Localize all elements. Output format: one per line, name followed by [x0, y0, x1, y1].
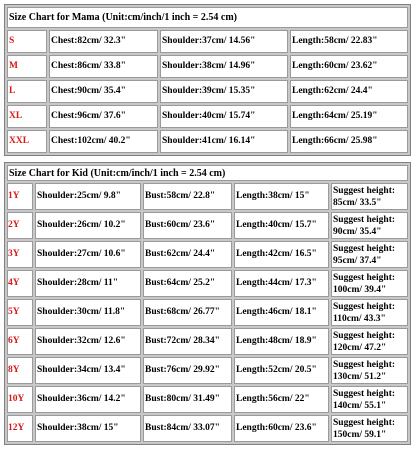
mama-size-table — [4, 4, 411, 156]
suggest-height-cell — [331, 299, 408, 326]
suggest-height-value: 130cm/ 51.2" — [333, 371, 387, 382]
suggest-height-label: Suggest height: — [333, 214, 396, 225]
size-label: 12Y — [7, 415, 33, 442]
length-cell: Length:46cm/ 18.1" — [234, 299, 329, 326]
shoulder-cell: Shoulder:27cm/ 10.6" — [35, 241, 141, 268]
length-cell: Length:48cm/ 18.9" — [234, 328, 329, 355]
table-row — [7, 30, 408, 53]
suggest-height-label: Suggest height: — [333, 388, 396, 399]
shoulder-cell: Shoulder:40cm/ 15.74" — [160, 105, 288, 128]
table-row — [7, 386, 408, 413]
table-row — [7, 357, 408, 384]
table-row — [7, 105, 408, 128]
suggest-height-cell — [331, 270, 408, 297]
size-label: 5Y — [7, 299, 33, 326]
size-label: S — [7, 30, 47, 53]
length-cell: Length:62cm/ 24.4" — [290, 80, 408, 103]
bust-cell: Bust:60cm/ 23.6" — [143, 212, 232, 239]
suggest-height-cell — [331, 328, 408, 355]
shoulder-cell: Shoulder:41cm/ 16.14" — [160, 130, 288, 153]
chest-cell: Chest:82cm/ 32.3" — [49, 30, 158, 53]
kid-title-row — [7, 165, 408, 181]
suggest-height-cell — [331, 357, 408, 384]
suggest-height-value: 95cm/ 37.4" — [333, 255, 382, 266]
size-label: 8Y — [7, 357, 33, 384]
table-row — [7, 130, 408, 153]
suggest-height-value: 90cm/ 35.4" — [333, 226, 382, 237]
mama-title-row — [7, 7, 408, 28]
size-label: 6Y — [7, 328, 33, 355]
length-cell: Length:64cm/ 25.19" — [290, 105, 408, 128]
suggest-height-label: Suggest height: — [333, 359, 396, 370]
length-cell: Length:58cm/ 22.83" — [290, 30, 408, 53]
shoulder-cell: Shoulder:30cm/ 11.8" — [35, 299, 141, 326]
table-row — [7, 328, 408, 355]
suggest-height-label: Suggest height: — [333, 185, 396, 196]
suggest-height-label: Suggest height: — [333, 330, 396, 341]
suggest-height-cell — [331, 415, 408, 442]
length-cell: Length:52cm/ 20.5" — [234, 357, 329, 384]
bust-cell: Bust:84cm/ 33.07" — [143, 415, 232, 442]
table-row — [7, 270, 408, 297]
kid-table-title: Size Chart for Kid (Unit:cm/inch/1 inch = 2.54 cm) — [7, 165, 408, 181]
shoulder-cell: Shoulder:32cm/ 12.6" — [35, 328, 141, 355]
table-row — [7, 55, 408, 78]
suggest-height-value: 85cm/ 33.5" — [333, 197, 382, 208]
shoulder-cell: Shoulder:39cm/ 15.35" — [160, 80, 288, 103]
table-row — [7, 415, 408, 442]
size-label: 3Y — [7, 241, 33, 268]
suggest-height-value: 100cm/ 39.4" — [333, 284, 387, 295]
table-row — [7, 183, 408, 210]
suggest-height-cell — [331, 212, 408, 239]
bust-cell: Bust:80cm/ 31.49" — [143, 386, 232, 413]
size-label: 10Y — [7, 386, 33, 413]
size-label: L — [7, 80, 47, 103]
length-cell: Length:40cm/ 15.7" — [234, 212, 329, 239]
size-chart-sheet — [4, 4, 411, 453]
shoulder-cell: Shoulder:25cm/ 9.8" — [35, 183, 141, 210]
suggest-height-label: Suggest height: — [333, 301, 396, 312]
table-row — [7, 241, 408, 268]
chest-cell: Chest:102cm/ 40.2" — [49, 130, 158, 153]
bust-cell: Bust:64cm/ 25.2" — [143, 270, 232, 297]
shoulder-cell: Shoulder:34cm/ 13.4" — [35, 357, 141, 384]
shoulder-cell: Shoulder:26cm/ 10.2" — [35, 212, 141, 239]
table-row — [7, 212, 408, 239]
length-cell: Length:44cm/ 17.3" — [234, 270, 329, 297]
suggest-height-cell — [331, 183, 408, 210]
table-row — [7, 299, 408, 326]
bust-cell: Bust:62cm/ 24.4" — [143, 241, 232, 268]
chest-cell: Chest:90cm/ 35.4" — [49, 80, 158, 103]
size-label: 4Y — [7, 270, 33, 297]
suggest-height-value: 120cm/ 47.2" — [333, 342, 387, 353]
chest-cell: Chest:96cm/ 37.6" — [49, 105, 158, 128]
size-label: 2Y — [7, 212, 33, 239]
size-label: M — [7, 55, 47, 78]
table-row — [7, 80, 408, 103]
shoulder-cell: Shoulder:38cm/ 14.96" — [160, 55, 288, 78]
bust-cell: Bust:58cm/ 22.8" — [143, 183, 232, 210]
length-cell: Length:56cm/ 22" — [234, 386, 329, 413]
size-label: XL — [7, 105, 47, 128]
suggest-height-value: 110cm/ 43.3" — [333, 313, 386, 324]
chest-cell: Chest:86cm/ 33.8" — [49, 55, 158, 78]
bust-cell: Bust:72cm/ 28.34" — [143, 328, 232, 355]
length-cell: Length:66cm/ 25.98" — [290, 130, 408, 153]
suggest-height-cell — [331, 386, 408, 413]
size-label: 1Y — [7, 183, 33, 210]
length-cell: Length:60cm/ 23.6" — [234, 415, 329, 442]
bust-cell: Bust:68cm/ 26.77" — [143, 299, 232, 326]
suggest-height-label: Suggest height: — [333, 417, 396, 428]
bust-cell: Bust:76cm/ 29.92" — [143, 357, 232, 384]
shoulder-cell: Shoulder:36cm/ 14.2" — [35, 386, 141, 413]
suggest-height-label: Suggest height: — [333, 243, 396, 254]
suggest-height-label: Suggest height: — [333, 272, 396, 283]
mama-table-title: Size Chart for Mama (Unit:cm/inch/1 inch = 2.54 cm) — [7, 7, 408, 28]
suggest-height-cell — [331, 241, 408, 268]
length-cell: Length:60cm/ 23.62" — [290, 55, 408, 78]
suggest-height-value: 140cm/ 55.1" — [333, 400, 387, 411]
kid-size-table — [4, 162, 411, 445]
suggest-height-value: 150cm/ 59.1" — [333, 429, 387, 440]
shoulder-cell: Shoulder:28cm/ 11" — [35, 270, 141, 297]
size-label: XXL — [7, 130, 47, 153]
length-cell: Length:38cm/ 15" — [234, 183, 329, 210]
length-cell: Length:42cm/ 16.5" — [234, 241, 329, 268]
shoulder-cell: Shoulder:38cm/ 15" — [35, 415, 141, 442]
shoulder-cell: Shoulder:37cm/ 14.56" — [160, 30, 288, 53]
